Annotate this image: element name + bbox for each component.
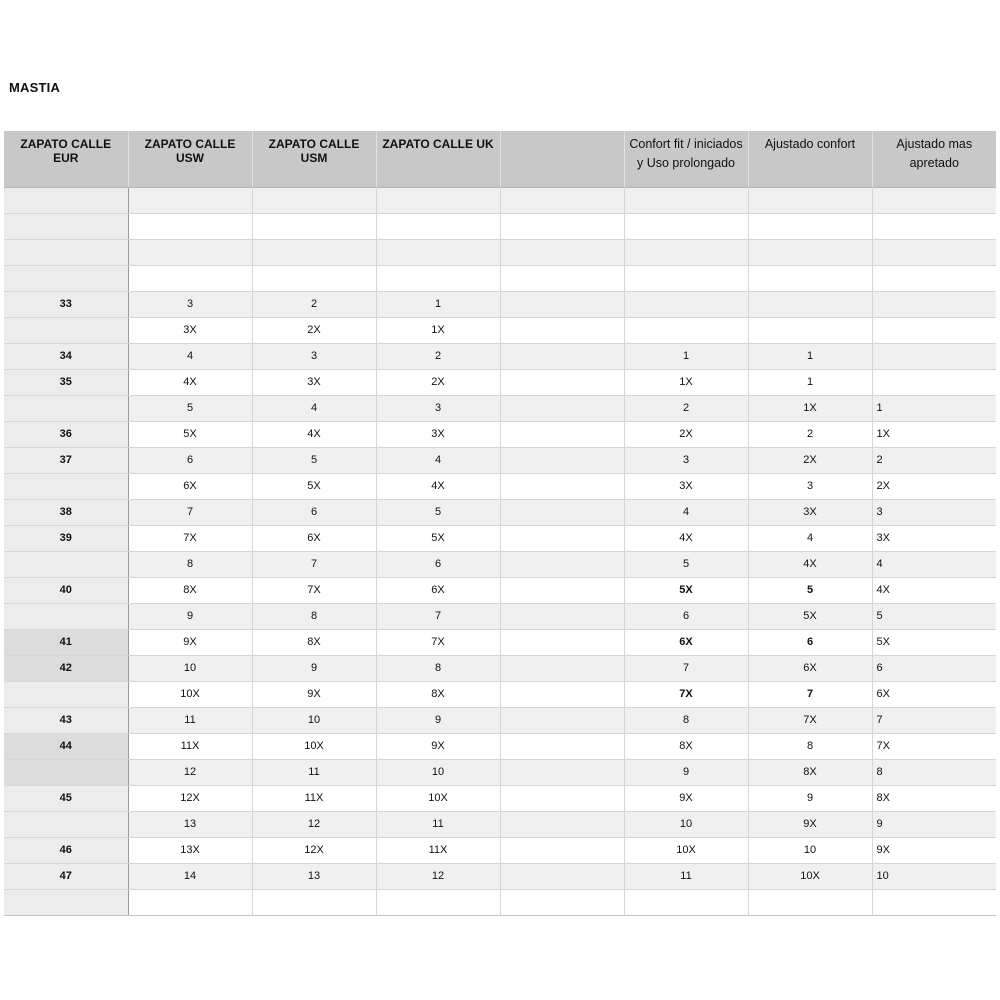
table-row	[4, 707, 996, 733]
cell-blank	[500, 395, 624, 421]
cell-usw	[128, 239, 252, 265]
cell-usm: 6	[252, 499, 376, 525]
cell-ajustado-apretado: 7X	[872, 733, 996, 759]
cell-uk: 11	[376, 811, 500, 837]
cell-usw: 8X	[128, 577, 252, 603]
cell-eur	[4, 759, 128, 785]
cell-ajustado-confort: 4X	[748, 551, 872, 577]
cell-blank	[500, 265, 624, 291]
table-body	[4, 187, 996, 915]
cell-ajustado-apretado	[872, 369, 996, 395]
table-row	[4, 499, 996, 525]
cell-ajustado-apretado	[872, 343, 996, 369]
cell-uk: 1	[376, 291, 500, 317]
cell-ajustado-confort: 3X	[748, 499, 872, 525]
cell-eur: 40	[4, 577, 128, 603]
cell-usm: 8X	[252, 629, 376, 655]
cell-usw: 11X	[128, 733, 252, 759]
cell-ajustado-confort: 8X	[748, 759, 872, 785]
cell-confort-fit: 9	[624, 759, 748, 785]
cell-ajustado-confort: 1	[748, 369, 872, 395]
cell-ajustado-apretado: 1X	[872, 421, 996, 447]
cell-blank	[500, 421, 624, 447]
cell-usw: 13X	[128, 837, 252, 863]
cell-uk	[376, 213, 500, 239]
cell-confort-fit	[624, 265, 748, 291]
cell-uk: 6X	[376, 577, 500, 603]
cell-usw: 6X	[128, 473, 252, 499]
cell-ajustado-apretado: 2X	[872, 473, 996, 499]
cell-ajustado-confort: 6X	[748, 655, 872, 681]
cell-confort-fit: 9X	[624, 785, 748, 811]
cell-uk: 12	[376, 863, 500, 889]
cell-blank	[500, 655, 624, 681]
cell-ajustado-confort: 9	[748, 785, 872, 811]
cell-ajustado-apretado	[872, 187, 996, 213]
cell-blank	[500, 681, 624, 707]
cell-ajustado-apretado: 6X	[872, 681, 996, 707]
cell-ajustado-apretado: 5	[872, 603, 996, 629]
cell-uk	[376, 889, 500, 915]
cell-confort-fit: 2X	[624, 421, 748, 447]
cell-uk: 8	[376, 655, 500, 681]
cell-uk: 2	[376, 343, 500, 369]
cell-blank	[500, 317, 624, 343]
cell-eur	[4, 317, 128, 343]
cell-usw: 6	[128, 447, 252, 473]
cell-usm	[252, 265, 376, 291]
cell-ajustado-apretado: 9	[872, 811, 996, 837]
cell-usm: 3X	[252, 369, 376, 395]
cell-eur: 42	[4, 655, 128, 681]
table-row	[4, 837, 996, 863]
cell-eur	[4, 239, 128, 265]
cell-eur	[4, 265, 128, 291]
cell-confort-fit	[624, 889, 748, 915]
cell-usm: 2X	[252, 317, 376, 343]
cell-uk: 6	[376, 551, 500, 577]
cell-confort-fit: 5	[624, 551, 748, 577]
cell-ajustado-apretado: 8X	[872, 785, 996, 811]
cell-usw	[128, 187, 252, 213]
cell-ajustado-apretado: 5X	[872, 629, 996, 655]
table-row	[4, 759, 996, 785]
table-row	[4, 447, 996, 473]
cell-usw: 3	[128, 291, 252, 317]
table-row	[4, 889, 996, 915]
cell-confort-fit: 10	[624, 811, 748, 837]
cell-eur: 39	[4, 525, 128, 551]
cell-usw	[128, 265, 252, 291]
cell-usm: 9X	[252, 681, 376, 707]
table-row	[4, 473, 996, 499]
cell-uk: 3	[376, 395, 500, 421]
cell-ajustado-confort: 5X	[748, 603, 872, 629]
cell-ajustado-confort: 10	[748, 837, 872, 863]
cell-usm: 5	[252, 447, 376, 473]
cell-uk	[376, 187, 500, 213]
cell-confort-fit: 2	[624, 395, 748, 421]
cell-usw: 5	[128, 395, 252, 421]
cell-uk: 10X	[376, 785, 500, 811]
cell-usm: 12	[252, 811, 376, 837]
table-row	[4, 785, 996, 811]
cell-eur	[4, 213, 128, 239]
cell-usw: 8	[128, 551, 252, 577]
cell-blank	[500, 525, 624, 551]
cell-ajustado-confort	[748, 187, 872, 213]
cell-ajustado-confort: 3	[748, 473, 872, 499]
cell-usw: 10X	[128, 681, 252, 707]
cell-uk: 4	[376, 447, 500, 473]
cell-usm: 4	[252, 395, 376, 421]
cell-blank	[500, 499, 624, 525]
table-row	[4, 577, 996, 603]
cell-blank	[500, 447, 624, 473]
cell-ajustado-apretado	[872, 291, 996, 317]
table-row	[4, 265, 996, 291]
cell-ajustado-confort: 4	[748, 525, 872, 551]
cell-usm	[252, 889, 376, 915]
table-row	[4, 291, 996, 317]
cell-ajustado-confort: 2	[748, 421, 872, 447]
cell-ajustado-apretado: 3	[872, 499, 996, 525]
table-row	[4, 395, 996, 421]
cell-blank	[500, 785, 624, 811]
table-row	[4, 343, 996, 369]
table-row	[4, 525, 996, 551]
cell-blank	[500, 473, 624, 499]
cell-usw: 14	[128, 863, 252, 889]
cell-confort-fit: 7	[624, 655, 748, 681]
table-row	[4, 421, 996, 447]
cell-uk: 5X	[376, 525, 500, 551]
table-row	[4, 811, 996, 837]
cell-uk: 5	[376, 499, 500, 525]
cell-eur: 46	[4, 837, 128, 863]
cell-eur	[4, 603, 128, 629]
cell-uk: 7X	[376, 629, 500, 655]
cell-uk: 11X	[376, 837, 500, 863]
cell-uk: 3X	[376, 421, 500, 447]
table-row	[4, 187, 996, 213]
cell-uk: 2X	[376, 369, 500, 395]
cell-usm: 4X	[252, 421, 376, 447]
table-row	[4, 239, 996, 265]
cell-ajustado-confort	[748, 213, 872, 239]
table-header-row	[4, 131, 996, 187]
cell-eur	[4, 551, 128, 577]
cell-usm: 10	[252, 707, 376, 733]
table-row	[4, 317, 996, 343]
cell-ajustado-confort: 8	[748, 733, 872, 759]
cell-ajustado-confort: 10X	[748, 863, 872, 889]
header-uk: ZAPATO CALLE UK	[376, 131, 500, 187]
header-usw: ZAPATO CALLE USW	[128, 131, 252, 187]
cell-ajustado-confort	[748, 291, 872, 317]
cell-eur	[4, 811, 128, 837]
cell-blank	[500, 603, 624, 629]
cell-ajustado-apretado	[872, 265, 996, 291]
cell-confort-fit	[624, 187, 748, 213]
page-title: MASTIA	[9, 80, 61, 95]
cell-ajustado-apretado: 8	[872, 759, 996, 785]
cell-ajustado-confort: 7	[748, 681, 872, 707]
cell-ajustado-apretado: 10	[872, 863, 996, 889]
table-row	[4, 629, 996, 655]
cell-usw: 3X	[128, 317, 252, 343]
header-blank	[500, 131, 624, 187]
cell-usw: 5X	[128, 421, 252, 447]
cell-eur: 41	[4, 629, 128, 655]
cell-uk: 1X	[376, 317, 500, 343]
cell-usm: 3	[252, 343, 376, 369]
cell-confort-fit: 8X	[624, 733, 748, 759]
cell-eur: 43	[4, 707, 128, 733]
header-ajustado-apretado: Ajustado mas apretado	[872, 131, 996, 187]
cell-ajustado-apretado: 4X	[872, 577, 996, 603]
table-row	[4, 369, 996, 395]
cell-confort-fit: 6X	[624, 629, 748, 655]
table-row	[4, 213, 996, 239]
cell-ajustado-confort: 1X	[748, 395, 872, 421]
cell-eur: 36	[4, 421, 128, 447]
cell-usm: 2	[252, 291, 376, 317]
cell-eur	[4, 473, 128, 499]
cell-blank	[500, 577, 624, 603]
cell-usm: 10X	[252, 733, 376, 759]
cell-confort-fit	[624, 239, 748, 265]
cell-blank	[500, 707, 624, 733]
cell-usw: 10	[128, 655, 252, 681]
cell-blank	[500, 889, 624, 915]
cell-usm: 9	[252, 655, 376, 681]
table-row	[4, 655, 996, 681]
cell-uk: 10	[376, 759, 500, 785]
cell-blank	[500, 187, 624, 213]
cell-eur: 45	[4, 785, 128, 811]
cell-usm: 12X	[252, 837, 376, 863]
cell-usw: 9	[128, 603, 252, 629]
cell-blank	[500, 551, 624, 577]
cell-usw: 9X	[128, 629, 252, 655]
cell-usm: 11	[252, 759, 376, 785]
cell-eur	[4, 889, 128, 915]
table-row	[4, 551, 996, 577]
cell-ajustado-apretado: 3X	[872, 525, 996, 551]
cell-usm: 5X	[252, 473, 376, 499]
cell-eur: 38	[4, 499, 128, 525]
cell-ajustado-apretado: 2	[872, 447, 996, 473]
cell-eur	[4, 187, 128, 213]
cell-uk: 9	[376, 707, 500, 733]
cell-usw: 13	[128, 811, 252, 837]
cell-blank	[500, 759, 624, 785]
cell-ajustado-apretado: 1	[872, 395, 996, 421]
cell-confort-fit	[624, 213, 748, 239]
cell-ajustado-confort: 1	[748, 343, 872, 369]
cell-usw: 4X	[128, 369, 252, 395]
cell-eur: 37	[4, 447, 128, 473]
cell-eur: 47	[4, 863, 128, 889]
cell-usw: 12	[128, 759, 252, 785]
table-row	[4, 863, 996, 889]
cell-confort-fit: 11	[624, 863, 748, 889]
cell-usm: 11X	[252, 785, 376, 811]
cell-confort-fit: 5X	[624, 577, 748, 603]
cell-usw: 7X	[128, 525, 252, 551]
cell-ajustado-confort	[748, 889, 872, 915]
cell-usm	[252, 187, 376, 213]
cell-ajustado-apretado: 9X	[872, 837, 996, 863]
cell-ajustado-apretado	[872, 213, 996, 239]
cell-usw	[128, 213, 252, 239]
cell-ajustado-apretado	[872, 239, 996, 265]
cell-confort-fit: 3X	[624, 473, 748, 499]
cell-ajustado-confort: 7X	[748, 707, 872, 733]
cell-confort-fit: 1	[624, 343, 748, 369]
header-confort-fit: Confort fit / iniciados y Uso prolongado	[624, 131, 748, 187]
cell-confort-fit: 4	[624, 499, 748, 525]
cell-usm: 8	[252, 603, 376, 629]
cell-uk: 8X	[376, 681, 500, 707]
cell-usm	[252, 213, 376, 239]
cell-eur: 35	[4, 369, 128, 395]
cell-uk: 4X	[376, 473, 500, 499]
cell-usw: 11	[128, 707, 252, 733]
cell-confort-fit: 4X	[624, 525, 748, 551]
cell-ajustado-confort	[748, 317, 872, 343]
cell-usw: 7	[128, 499, 252, 525]
cell-confort-fit: 3	[624, 447, 748, 473]
header-eur: ZAPATO CALLE EUR	[4, 131, 128, 187]
cell-blank	[500, 369, 624, 395]
cell-blank	[500, 863, 624, 889]
cell-confort-fit	[624, 317, 748, 343]
cell-ajustado-apretado: 4	[872, 551, 996, 577]
cell-confort-fit: 10X	[624, 837, 748, 863]
cell-ajustado-confort: 2X	[748, 447, 872, 473]
cell-confort-fit: 1X	[624, 369, 748, 395]
cell-blank	[500, 343, 624, 369]
cell-blank	[500, 629, 624, 655]
header-usm: ZAPATO CALLE USM	[252, 131, 376, 187]
cell-blank	[500, 239, 624, 265]
cell-blank	[500, 837, 624, 863]
cell-ajustado-apretado: 7	[872, 707, 996, 733]
cell-blank	[500, 291, 624, 317]
cell-blank	[500, 733, 624, 759]
cell-eur	[4, 395, 128, 421]
cell-usw: 12X	[128, 785, 252, 811]
size-conversion-table	[4, 131, 996, 916]
cell-ajustado-apretado	[872, 317, 996, 343]
cell-ajustado-apretado	[872, 889, 996, 915]
cell-ajustado-apretado: 6	[872, 655, 996, 681]
header-ajustado-confort: Ajustado confort	[748, 131, 872, 187]
cell-usm: 7X	[252, 577, 376, 603]
cell-ajustado-confort: 9X	[748, 811, 872, 837]
cell-eur: 34	[4, 343, 128, 369]
cell-ajustado-confort: 6	[748, 629, 872, 655]
cell-blank	[500, 811, 624, 837]
cell-uk	[376, 239, 500, 265]
cell-uk: 9X	[376, 733, 500, 759]
cell-eur	[4, 681, 128, 707]
cell-ajustado-confort	[748, 265, 872, 291]
cell-eur: 44	[4, 733, 128, 759]
cell-usw: 4	[128, 343, 252, 369]
cell-confort-fit	[624, 291, 748, 317]
cell-usm: 6X	[252, 525, 376, 551]
cell-confort-fit: 6	[624, 603, 748, 629]
cell-usw	[128, 889, 252, 915]
cell-ajustado-confort	[748, 239, 872, 265]
cell-confort-fit: 8	[624, 707, 748, 733]
cell-ajustado-confort: 5	[748, 577, 872, 603]
table-row	[4, 681, 996, 707]
table-row	[4, 733, 996, 759]
table-row	[4, 603, 996, 629]
cell-eur: 33	[4, 291, 128, 317]
cell-usm	[252, 239, 376, 265]
cell-blank	[500, 213, 624, 239]
cell-uk: 7	[376, 603, 500, 629]
cell-confort-fit: 7X	[624, 681, 748, 707]
cell-usm: 7	[252, 551, 376, 577]
cell-uk	[376, 265, 500, 291]
cell-usm: 13	[252, 863, 376, 889]
